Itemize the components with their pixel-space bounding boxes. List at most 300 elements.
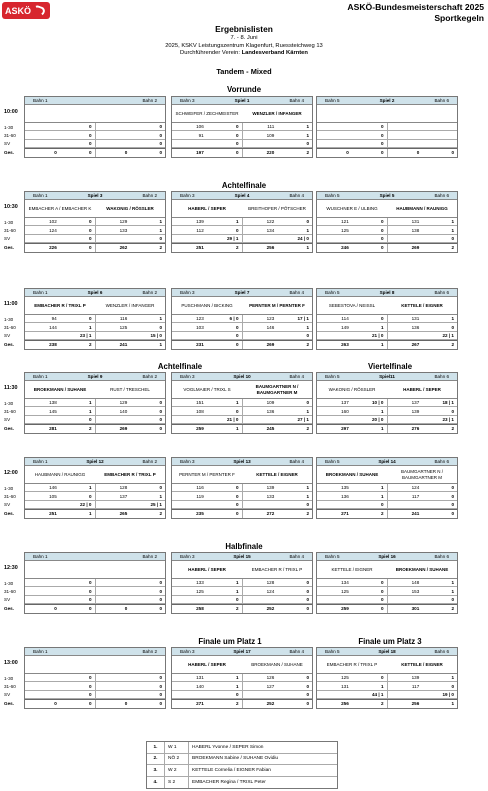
score-cell: 0 <box>306 596 309 602</box>
lane-b-label: Bahn 4 <box>289 374 304 379</box>
match-header <box>172 648 312 656</box>
score-cell: 0 <box>306 400 309 406</box>
match-number: Spiel 13 <box>233 459 251 464</box>
score-row <box>172 416 312 424</box>
score-row <box>317 492 457 500</box>
score-cell: 134 <box>341 580 349 586</box>
score-cell: 125 <box>341 588 349 594</box>
team-names <box>317 381 457 399</box>
match-number: Spiel 10 <box>233 374 251 379</box>
score-cell: 0 <box>159 408 162 414</box>
team-names <box>317 466 457 484</box>
lane-a-label: Bahn 1 <box>33 290 48 295</box>
team-a-name <box>25 561 95 578</box>
score-cell: 0 <box>88 596 92 602</box>
score-row <box>25 407 165 415</box>
score-cell: 112 <box>196 227 204 233</box>
lane-b-label: Bahn 6 <box>434 649 449 654</box>
lane-b-label: Bahn 4 <box>289 193 304 198</box>
score-cell <box>95 235 131 242</box>
lane-a-label: Bahn 1 <box>33 459 48 464</box>
score-cell: 0 <box>235 691 239 697</box>
team-names <box>172 561 312 579</box>
score-row <box>317 123 457 131</box>
score-cell: 269 <box>387 244 423 251</box>
team-b-name: PERNTER M / PERNTER F <box>249 302 305 308</box>
score-row <box>172 340 312 348</box>
score-cell: 2 <box>451 606 454 612</box>
match-block <box>171 96 313 158</box>
score-cell: 1 <box>88 485 92 491</box>
match-header <box>25 289 165 297</box>
score-row <box>25 682 165 690</box>
lane-a-label: Bahn 1 <box>33 98 48 103</box>
score-cell: 0 <box>451 485 454 491</box>
team-names <box>172 466 312 484</box>
score-cell: 0 <box>235 150 239 156</box>
score-cell: 139 <box>196 219 204 225</box>
score-cell: 116 <box>95 315 131 322</box>
score-cell: 134 <box>242 226 278 233</box>
score-row <box>172 691 312 699</box>
score-cell: 19 | 0 <box>442 691 454 697</box>
team-names <box>172 105 312 123</box>
score-row <box>25 416 165 424</box>
score-row <box>317 579 457 587</box>
match-block <box>24 372 166 434</box>
score-cell: 153 <box>387 587 423 594</box>
score-cell: 0 <box>159 683 162 689</box>
lane-b-label: Bahn 2 <box>142 290 157 295</box>
score-cell: 297 <box>341 426 349 432</box>
score-cell: 2 <box>88 426 92 432</box>
score-row <box>25 674 165 682</box>
lane-b-label: Bahn 4 <box>289 290 304 295</box>
score-cell <box>387 235 423 242</box>
match-block <box>24 457 166 519</box>
score-cell: 0 <box>159 701 162 707</box>
score-cell <box>25 596 60 603</box>
match-number: Spiel 9 <box>87 374 103 379</box>
match-header <box>25 97 165 105</box>
score-cell: 1 <box>235 400 239 406</box>
score-cell <box>242 416 278 423</box>
score-cell: 0 <box>451 150 454 156</box>
score-cell: 0 <box>380 588 384 594</box>
score-cell <box>172 416 207 423</box>
score-cell <box>317 691 352 698</box>
score-cell: 0 <box>306 140 309 146</box>
lane-b-label: Bahn 2 <box>142 98 157 103</box>
score-cell: 0 <box>159 416 162 422</box>
row-label: 1-30 <box>4 316 14 322</box>
score-cell: 0 <box>95 700 131 707</box>
team-b-name: BAUMGARTNER N / BAUMGARTNER M <box>255 383 299 395</box>
score-cell: 2 <box>159 511 162 517</box>
score-cell: 137 <box>387 399 423 406</box>
ranking-row <box>147 765 337 777</box>
score-cell: 1 <box>235 426 239 432</box>
score-cell: 1 <box>88 400 92 406</box>
score-row <box>317 699 457 707</box>
score-row <box>317 674 457 682</box>
score-cell: 231 <box>196 342 204 348</box>
score-cell <box>25 587 60 594</box>
score-row <box>172 226 312 234</box>
lane-b-label: Bahn 6 <box>434 193 449 198</box>
section-viertelfinale: Viertelfinale <box>367 362 413 371</box>
score-row <box>172 235 312 243</box>
rank-code: S 2 <box>165 777 189 789</box>
score-cell: 2 <box>306 342 309 348</box>
score-row <box>317 604 457 612</box>
score-cell: 0 <box>346 150 349 156</box>
score-cell: 0 <box>451 596 454 602</box>
team-a-name <box>317 105 387 122</box>
score-cell: 148 <box>387 579 423 586</box>
score-cell: 0 <box>380 227 384 233</box>
score-row <box>317 323 457 331</box>
organizer-label: Durchführender Verein: <box>180 50 240 56</box>
event-title-line1: ASKÖ-Bundesmeisterschaft 2025 <box>347 2 484 12</box>
score-cell: 1 <box>380 485 384 491</box>
score-cell <box>422 131 457 138</box>
score-cell: 1 <box>159 342 162 348</box>
score-cell: 0 <box>306 675 309 681</box>
match-header <box>172 373 312 381</box>
team-names <box>25 381 165 399</box>
match-block <box>316 96 458 158</box>
score-cell: 139 <box>242 484 278 491</box>
lane-a-label: Bahn 5 <box>325 459 340 464</box>
score-row <box>172 407 312 415</box>
match-block <box>24 288 166 350</box>
lane-a-label: Bahn 1 <box>33 193 48 198</box>
row-label: 31-60 <box>4 493 16 499</box>
match-header <box>317 648 457 656</box>
team-a-name: KETTELE / EIGNER <box>331 566 373 572</box>
match-number: Spiel 1 <box>234 98 250 103</box>
score-cell: 128 <box>242 579 278 586</box>
match-header <box>317 458 457 466</box>
row-label: 1-30 <box>4 675 14 681</box>
score-cell: 2 <box>235 245 239 251</box>
score-cell: 0 <box>88 227 92 233</box>
match-number: Spiel 5 <box>379 193 395 198</box>
section-achtelfinale: Achtelfinale <box>157 362 203 371</box>
score-cell: 0 <box>380 606 384 612</box>
start-time: 11:00 <box>4 301 18 307</box>
rank-place: 1. <box>147 742 165 753</box>
score-row <box>172 596 312 604</box>
match-block <box>316 647 458 709</box>
score-cell: 272 <box>242 510 278 517</box>
score-cell <box>25 691 60 698</box>
score-row <box>317 596 457 604</box>
score-cell: 145 <box>49 408 57 414</box>
score-cell: 124 <box>387 484 423 491</box>
lane-a-label: Bahn 3 <box>180 459 195 464</box>
match-block <box>24 191 166 253</box>
match-block <box>316 288 458 350</box>
score-cell: 1 <box>159 219 162 225</box>
score-cell: 0 <box>235 140 239 146</box>
score-cell: 1 <box>306 132 309 138</box>
match-number: Spiel 8 <box>379 290 395 295</box>
score-cell: 127 <box>242 682 278 689</box>
score-cell: 136 <box>341 493 349 499</box>
lane-b-label: Bahn 4 <box>289 649 304 654</box>
team-a-name <box>25 105 95 122</box>
match-number: Spiel 2 <box>379 98 395 103</box>
team-b-name <box>95 656 165 673</box>
score-cell: 131 <box>387 315 423 322</box>
score-cell: 276 <box>387 425 423 432</box>
score-cell: 238 <box>49 342 57 348</box>
team-b-name: WENZLER / INFANGER <box>252 110 302 116</box>
score-cell: 0 <box>159 691 162 697</box>
score-row <box>172 424 312 432</box>
row-label: 31-60 <box>4 324 16 330</box>
score-row <box>317 682 457 690</box>
score-cell <box>25 123 60 130</box>
start-time: 13:00 <box>4 660 18 666</box>
score-row <box>172 148 312 156</box>
score-cell: 1 <box>451 219 454 225</box>
competition-title: Tandem - Mixed <box>216 67 272 76</box>
score-cell: 2 <box>235 606 239 612</box>
team-b-name: HABERL / SEPER <box>403 386 441 392</box>
score-cell: 0 <box>95 149 131 156</box>
score-cell: 0 <box>380 235 384 241</box>
score-cell <box>317 416 352 423</box>
match-header <box>317 192 457 200</box>
score-cell: 0 <box>88 140 92 146</box>
score-row <box>172 131 312 139</box>
score-row <box>25 131 165 139</box>
score-row <box>172 579 312 587</box>
score-cell: 263 <box>341 342 349 348</box>
score-cell: 117 <box>387 682 423 689</box>
score-cell: 117 <box>387 492 423 499</box>
row-label: SV <box>4 236 11 242</box>
match-header <box>25 648 165 656</box>
lane-b-label: Bahn 2 <box>142 649 157 654</box>
team-b-name: EMBACHER R / TRIXL P <box>251 566 303 572</box>
score-row <box>317 218 457 226</box>
row-label: 31-60 <box>4 588 16 594</box>
score-cell <box>95 416 131 423</box>
team-b-name <box>95 105 165 122</box>
score-cell <box>25 131 60 138</box>
score-cell <box>95 682 131 689</box>
score-cell <box>172 691 207 698</box>
score-cell <box>387 596 423 603</box>
score-row <box>317 131 457 139</box>
score-row <box>317 243 457 251</box>
score-cell: 0 <box>159 324 162 330</box>
score-cell: 2 <box>159 245 162 251</box>
score-cell: 144 <box>49 324 57 330</box>
score-cell: 245 <box>242 425 278 432</box>
score-cell: 0 <box>159 675 162 681</box>
score-cell <box>25 332 60 339</box>
score-row <box>25 424 165 432</box>
match-header <box>25 192 165 200</box>
match-block <box>171 288 313 350</box>
score-row <box>25 579 165 587</box>
score-cell: 0 <box>88 580 92 586</box>
score-row <box>172 682 312 690</box>
rank-place: 3. <box>147 765 165 776</box>
page-subtitle: Ergebnislisten <box>215 24 273 34</box>
lane-a-label: Bahn 5 <box>325 290 340 295</box>
row-label: SV <box>4 333 11 339</box>
score-cell: 25 | 1 <box>150 501 162 507</box>
score-row <box>25 315 165 323</box>
match-block <box>316 457 458 519</box>
score-cell: 256 <box>341 701 349 707</box>
start-time: 12:00 <box>4 470 18 476</box>
team-b-name: EMBACHER R / TRIXL P <box>104 471 156 477</box>
score-cell: 109 <box>242 399 278 406</box>
score-cell: 0 <box>451 501 454 507</box>
match-block <box>171 552 313 614</box>
score-cell: 22 | 1 <box>442 332 454 338</box>
score-cell: 146 <box>49 485 57 491</box>
score-row <box>172 604 312 612</box>
lane-b-label: Bahn 6 <box>434 554 449 559</box>
match-header <box>317 97 457 105</box>
row-label: 1-30 <box>4 219 14 225</box>
lane-a-label: Bahn 5 <box>325 649 340 654</box>
score-row <box>172 140 312 148</box>
score-cell: 133 <box>196 580 204 586</box>
match-number: Spiel 14 <box>378 459 396 464</box>
score-cell: 0 <box>235 408 239 414</box>
score-cell: 0 <box>380 316 384 322</box>
match-block <box>316 191 458 253</box>
row-label: 1-30 <box>4 400 14 406</box>
score-cell <box>387 501 423 508</box>
score-cell: 259 <box>196 426 204 432</box>
score-cell: 0 <box>380 150 384 156</box>
score-cell: 0 <box>235 124 239 130</box>
row-label: Ges. <box>4 700 14 706</box>
score-cell: 18 | 1 <box>442 400 454 406</box>
score-cell: 1 <box>380 683 384 689</box>
score-cell <box>95 596 131 603</box>
score-row <box>172 332 312 340</box>
score-cell <box>172 140 207 147</box>
score-cell: 21 | 0 <box>371 332 384 338</box>
team-b-name: BREITHOFER / PÖTSCHER <box>248 205 306 211</box>
score-row <box>25 140 165 148</box>
score-cell: 108 <box>196 408 204 414</box>
score-cell: 133 <box>95 226 131 233</box>
rank-name: BROEKMANN Sabine / SUHANE Ovidiu <box>192 756 279 762</box>
score-row <box>172 492 312 500</box>
score-cell: 0 <box>380 501 384 507</box>
score-cell: 91 <box>198 132 204 138</box>
score-cell <box>95 131 131 138</box>
lane-a-label: Bahn 5 <box>325 98 340 103</box>
match-number: Spiel 6 <box>87 290 103 295</box>
match-number: Spiel11 <box>379 374 395 379</box>
score-cell: 0 <box>380 132 384 138</box>
score-cell: 124 <box>242 587 278 594</box>
match-block <box>171 647 313 709</box>
team-a-name: BROEKMANN / SUHANE <box>33 386 87 392</box>
score-row <box>25 399 165 407</box>
lane-a-label: Bahn 3 <box>180 290 195 295</box>
score-cell: 0 <box>159 606 162 612</box>
score-cell: 20 | 0 <box>371 416 384 422</box>
event-dates: 7. - 8. Juni <box>230 35 258 41</box>
score-cell <box>25 235 60 242</box>
score-cell: 0 <box>159 235 162 241</box>
team-b-name <box>387 105 457 122</box>
score-cell <box>242 596 278 603</box>
match-block <box>24 96 166 158</box>
row-label: 31-60 <box>4 683 16 689</box>
score-cell: 0 <box>451 493 454 499</box>
score-cell <box>172 596 207 603</box>
score-row <box>172 315 312 323</box>
match-header <box>172 97 312 105</box>
score-cell <box>317 140 352 147</box>
score-cell: 0 <box>451 408 454 414</box>
row-label: 31-60 <box>4 132 16 138</box>
score-cell: 0 <box>88 691 92 697</box>
score-cell: 125 <box>196 588 204 594</box>
score-cell: 0 <box>306 588 309 594</box>
lane-a-label: Bahn 1 <box>33 649 48 654</box>
score-cell: 15 | 0 <box>150 332 162 338</box>
score-cell: 1 <box>306 124 309 130</box>
match-header <box>172 289 312 297</box>
score-cell: 0 <box>88 683 92 689</box>
score-cell: 246 <box>341 245 349 251</box>
score-cell: 2 <box>306 511 309 517</box>
team-names <box>172 200 312 218</box>
score-cell: 1 <box>451 316 454 322</box>
score-cell <box>317 501 352 508</box>
score-cell: 1 <box>451 588 454 594</box>
score-row <box>25 218 165 226</box>
lane-b-label: Bahn 4 <box>289 98 304 103</box>
score-cell: 0 <box>159 132 162 138</box>
score-row <box>25 243 165 251</box>
score-cell: 301 <box>387 605 423 612</box>
score-cell: 27 | 1 <box>297 416 309 422</box>
score-row <box>25 484 165 492</box>
score-cell: 124 <box>49 227 57 233</box>
score-cell: 22 | 0 <box>79 501 92 507</box>
score-cell <box>387 140 423 147</box>
event-title-line2: Sportkegeln <box>434 13 484 23</box>
score-cell: 2 <box>306 150 309 156</box>
score-cell: 1 <box>306 245 309 251</box>
score-cell: 0 <box>88 219 92 225</box>
score-cell: 0 <box>159 140 162 146</box>
score-cell: 0 <box>88 235 92 241</box>
score-cell <box>422 140 457 147</box>
score-cell: 262 <box>95 244 131 251</box>
match-header <box>25 373 165 381</box>
score-cell <box>25 501 60 508</box>
score-cell: 125 <box>341 227 349 233</box>
